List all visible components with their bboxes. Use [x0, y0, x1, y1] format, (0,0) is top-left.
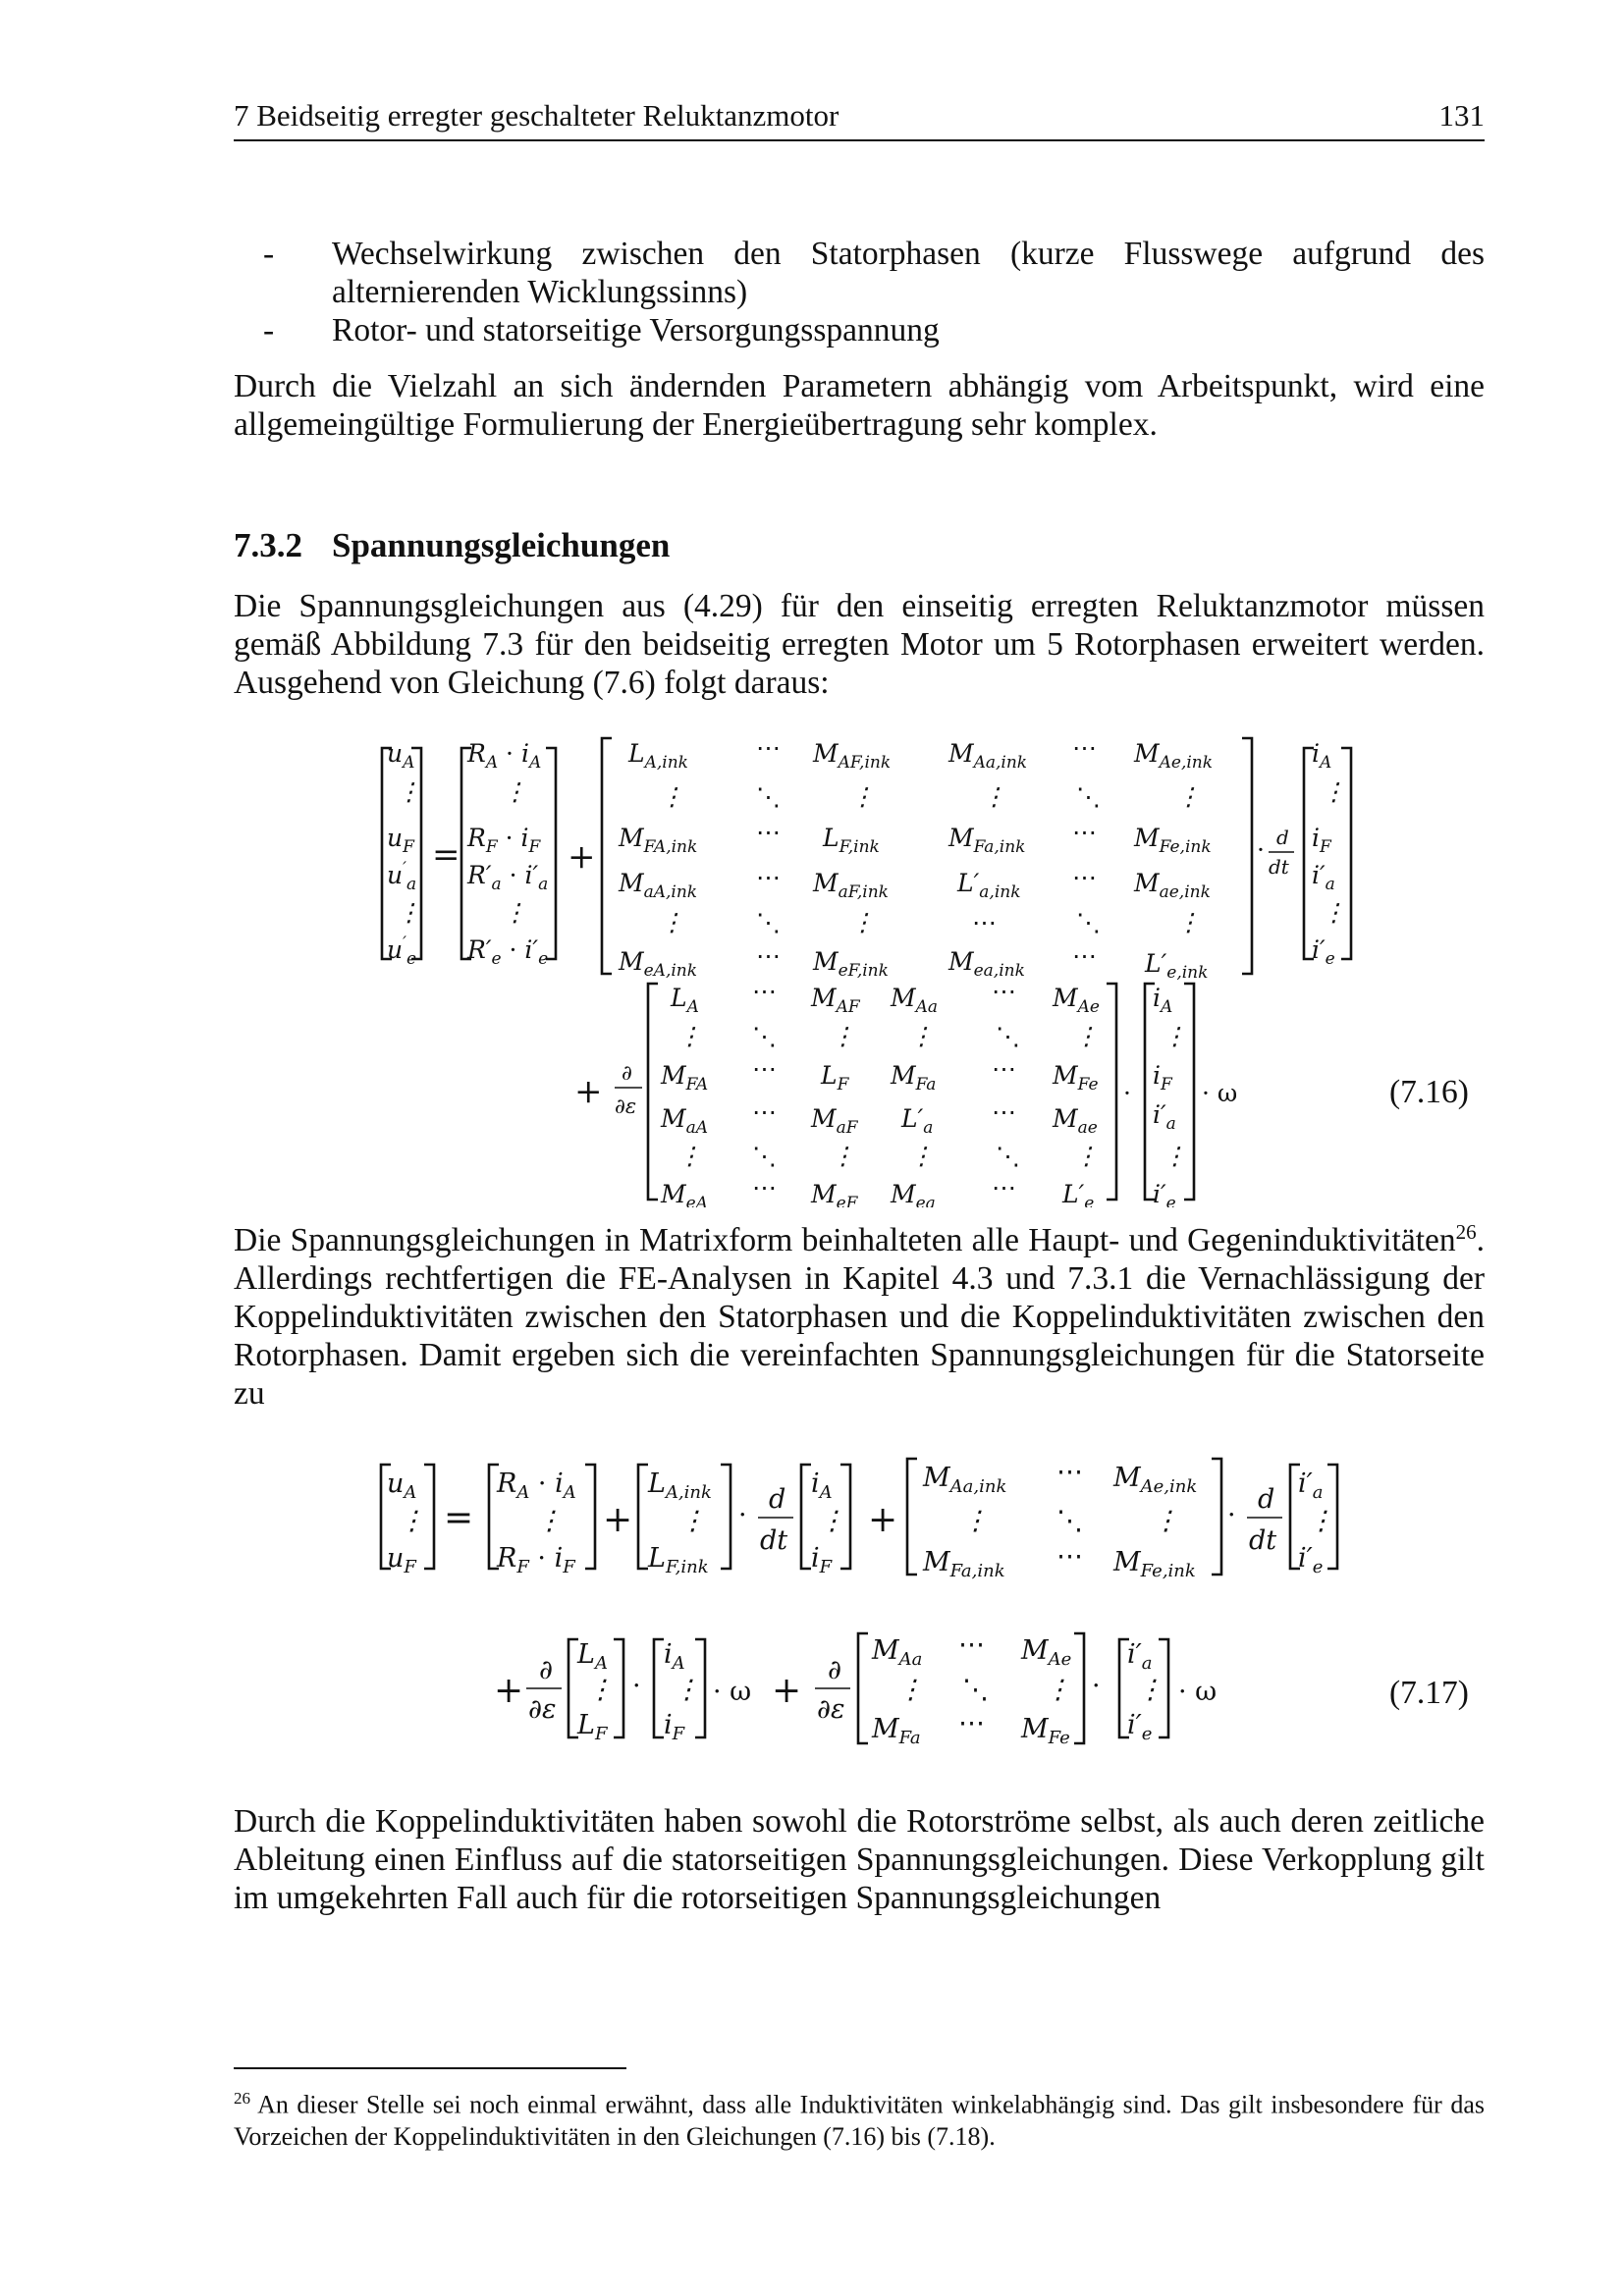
svg-text:i′e: $i'_e$ [1298, 1543, 1324, 1577]
svg-text:⋯: ⋯ [972, 908, 997, 936]
svg-text:MAe,ink: $M_{Ae,ink}$ [1134, 739, 1214, 773]
svg-text:⋮: ⋮ [1074, 1022, 1099, 1050]
svg-text:i′e: $i'_e$ [1153, 1180, 1176, 1207]
page-number: 131 [1438, 98, 1485, 133]
svg-text:⋮: ⋮ [536, 1506, 563, 1536]
svg-text:iA: $i_A$ [664, 1639, 685, 1674]
svg-text:MAe,ink: $M_{Ae,ink}$ [1113, 1463, 1198, 1497]
svg-text:MAa: $M_{Aa}$ [891, 984, 939, 1017]
svg-text:⋮: ⋮ [909, 1142, 934, 1170]
svg-text:⋮: ⋮ [909, 1022, 934, 1050]
svg-text:∂: ∂ [622, 1061, 632, 1085]
svg-text:·: · [1092, 1671, 1101, 1701]
svg-text:⋮: ⋮ [850, 782, 875, 811]
svg-text:MeA,ink: $M_{eA,ink}$ [619, 947, 698, 981]
svg-text:uF: $u_F$ [387, 1543, 416, 1577]
svg-text:∂ε: ∂ε [528, 1694, 557, 1725]
svg-text:MFe,ink: $M_{Fe,ink}$ [1113, 1547, 1196, 1581]
svg-text:⋮: ⋮ [1137, 1675, 1164, 1705]
svg-text:⋮: ⋮ [1163, 1022, 1187, 1050]
svg-text:L′e,ink: $L'_{e,ink}$ [1145, 949, 1209, 983]
svg-text:⋮: ⋮ [587, 1675, 614, 1705]
svg-text:Mea,ink: $M_{ea,ink}$ [948, 947, 1025, 981]
footnote-26 [234, 2083, 1485, 2153]
svg-text:⋮: ⋮ [677, 1142, 702, 1170]
svg-text:uF: $u_F$ [387, 824, 414, 857]
svg-text:d: d [1258, 1484, 1275, 1515]
svg-text:L′e: $L'_e$ [1062, 1180, 1095, 1207]
svg-text:∂ε: ∂ε [615, 1095, 637, 1118]
svg-text:RF · iF: $R_F \cdot i_F$ [497, 1543, 575, 1577]
svg-text:MFe: $M_{Fe}$ [1021, 1714, 1070, 1748]
svg-text:Mae,ink: $M_{ae,ink}$ [1134, 869, 1211, 902]
svg-text:⋮: ⋮ [897, 1675, 924, 1705]
svg-text:⋯: ⋯ [756, 733, 781, 762]
svg-text:i′a: $i'_a$ [1312, 861, 1335, 894]
svg-text:MaA,ink: $M_{aA,ink}$ [619, 869, 698, 902]
svg-text:⋮: ⋮ [1308, 1506, 1334, 1536]
svg-text:iF: $i_F$ [811, 1543, 833, 1577]
svg-text:⋯: ⋯ [1072, 818, 1097, 846]
svg-text:⋮: ⋮ [503, 777, 527, 806]
svg-text:⋮: ⋮ [660, 782, 684, 811]
section-number: 7.3.2 [234, 526, 302, 564]
svg-text:MAa,ink: $M_{Aa,ink}$ [948, 739, 1028, 773]
footnote-rule [234, 2067, 626, 2069]
svg-text:⋮: ⋮ [831, 1142, 855, 1170]
paragraph-intro-equations: Die Spannungsgleichungen aus (4.29) für den einseitig erregten Reluktanzmotor müssen gemäß Abbildung 7.3 für den beidseitig erregten Motor um 5 Rotorphasen erweitert werden. Ausgehend von Gleichung (7.6) folgt daraus: [234, 588, 1485, 701]
svg-text:dt: dt [760, 1525, 788, 1556]
svg-text:LF: $L_F$ [821, 1061, 849, 1095]
section-title: Spannungsgleichungen [332, 526, 671, 564]
svg-text:u′e: $u'_e$ [387, 934, 417, 969]
svg-text:=: = [432, 835, 460, 875]
svg-text:MFa: $M_{Fa}$ [872, 1714, 921, 1748]
svg-text:Mea: $M_{ea}$ [891, 1180, 936, 1207]
svg-text:MAF,ink: $M_{AF,ink}$ [813, 739, 892, 773]
svg-text:⋯: ⋯ [992, 1173, 1016, 1201]
svg-text:R′e · i′e: $R'_e \cdot i'_e$ [467, 935, 549, 969]
svg-text:i′e: $i'_e$ [1312, 935, 1335, 969]
svg-text:⋯: ⋯ [1072, 733, 1097, 762]
svg-text:⋱: ⋱ [752, 1142, 777, 1170]
svg-text:⋱: ⋱ [1076, 908, 1101, 936]
svg-text:MFA,ink: $M_{FA,ink}$ [619, 824, 698, 857]
svg-text:⋮: ⋮ [397, 898, 421, 927]
svg-text:iA: $i_A$ [1312, 739, 1332, 773]
svg-text:RA · iA: $R_A \cdot i_A$ [467, 739, 542, 773]
svg-text:LF: $L_F$ [577, 1710, 608, 1744]
svg-text:MAa: $M_{Aa}$ [872, 1635, 923, 1670]
bullet-2-text: Rotor- und statorseitige Versorgungsspannung [332, 312, 940, 348]
svg-text:⋮: ⋮ [962, 1506, 989, 1536]
svg-text:uA: $u_A$ [387, 1468, 417, 1503]
svg-text:+: + [772, 1671, 802, 1711]
svg-text:⋮: ⋮ [674, 1675, 700, 1705]
svg-text:·: · [1257, 835, 1265, 864]
svg-text:LA: $L_A$ [577, 1639, 608, 1674]
equation-7-16 [0, 726, 1624, 1207]
svg-text:⋮: ⋮ [982, 782, 1006, 811]
svg-text:⋯: ⋯ [752, 977, 777, 1005]
svg-text:· ω: · ω [1202, 1079, 1238, 1107]
svg-text:⋯: ⋯ [992, 1097, 1016, 1126]
svg-text:⋯: ⋯ [992, 977, 1016, 1005]
svg-text:+: + [568, 837, 596, 877]
svg-text:i′a: $i'_a$ [1153, 1100, 1176, 1134]
footnote-ref-26: 26 [1455, 1220, 1477, 1244]
svg-text:⋱: ⋱ [962, 1675, 989, 1705]
paragraph-coupling: Durch die Koppelinduktivitäten haben sowohl die Rotorströme selbst, als auch deren zeitliche Ableitung einen Einfluss auf die statorseitigen Spannungsgleichungen. Diese Verkopplung gilt im umgekehrten Fall auch für die rotorseitigen Spannungsgleichungen [234, 1803, 1485, 1916]
svg-text:⋮: ⋮ [1322, 777, 1346, 806]
svg-text:MeA: $M_{eA}$ [661, 1180, 708, 1207]
equation-7-17-label: (7.17) [1389, 1675, 1469, 1711]
svg-text:MFa,ink: $M_{Fa,ink}$ [923, 1547, 1005, 1581]
svg-text:⋮: ⋮ [397, 777, 421, 806]
svg-text:MaF,ink: $M_{aF,ink}$ [813, 869, 889, 902]
svg-text:i′a: $i'_a$ [1298, 1468, 1324, 1503]
paragraph-matrix-text-1: Die Spannungsgleichungen in Matrixform beinhalteten alle Haupt- und Gegeninduktivitäten [234, 1222, 1456, 1259]
svg-text:MFa: $M_{Fa}$ [891, 1061, 937, 1095]
svg-text:MFe,ink: $M_{Fe,ink}$ [1134, 824, 1212, 857]
svg-text:+: + [603, 1500, 633, 1540]
bullet-dash-2: - [263, 312, 275, 348]
svg-text:LF,ink: $L_{F,ink}$ [648, 1543, 709, 1577]
svg-text:⋱: ⋱ [996, 1142, 1020, 1170]
svg-text:MaF: $M_{aF}$ [811, 1104, 858, 1138]
svg-text:⋱: ⋱ [1076, 782, 1101, 811]
svg-text:⋯: ⋯ [1056, 1541, 1083, 1572]
svg-text:MFa,ink: $M_{Fa,ink}$ [948, 824, 1026, 857]
svg-text:RA · iA: $R_A \cdot i_A$ [497, 1468, 576, 1503]
svg-text:∂: ∂ [539, 1655, 553, 1685]
svg-text:LF,ink: $L_{F,ink}$ [823, 824, 880, 857]
svg-text:⋯: ⋯ [1056, 1457, 1083, 1487]
svg-text:· ω: · ω [713, 1677, 752, 1707]
svg-text:RF · iF: $R_F \cdot i_F$ [467, 824, 541, 857]
svg-text:i′a: $i'_a$ [1127, 1639, 1153, 1674]
svg-text:LA: $L_A$ [671, 984, 699, 1017]
svg-text:∂: ∂ [828, 1655, 841, 1685]
svg-text:MeF: $M_{eF}$ [811, 1180, 858, 1207]
svg-text:⋯: ⋯ [752, 1173, 777, 1201]
svg-text:⋮: ⋮ [660, 908, 684, 936]
svg-text:⋯: ⋯ [756, 818, 781, 846]
svg-text:u′a: $u'_a$ [387, 859, 417, 894]
svg-text:iF: $i_F$ [664, 1710, 685, 1744]
svg-text:MaA: $M_{aA}$ [661, 1104, 709, 1138]
section-heading [234, 526, 670, 565]
svg-text:d: d [769, 1484, 786, 1515]
svg-text:MAa,ink: $M_{Aa,ink}$ [923, 1463, 1007, 1497]
svg-text:dt: dt [1249, 1525, 1277, 1556]
svg-text:LA,ink: $L_{A,ink}$ [648, 1468, 712, 1503]
svg-text:MAF: $M_{AF}$ [811, 984, 860, 1017]
bullet-1-line-2: alternierenden Wicklungssinns) [332, 274, 748, 310]
svg-text:⋱: ⋱ [996, 1022, 1020, 1050]
svg-text:⋯: ⋯ [992, 1054, 1016, 1083]
svg-text:+: + [494, 1671, 524, 1711]
svg-text:⋮: ⋮ [399, 1506, 425, 1536]
svg-text:⋮: ⋮ [503, 898, 527, 927]
svg-text:L′a,ink: $L'_{a,ink}$ [957, 869, 1021, 902]
svg-text:+: + [868, 1500, 898, 1540]
svg-text:·: · [632, 1671, 641, 1701]
footnote-mark: 26 [234, 2089, 250, 2108]
running-header-title: 7 Beidseitig erregter geschalteter Reluktanzmotor [234, 98, 839, 133]
svg-text:MFe: $M_{Fe}$ [1053, 1061, 1099, 1095]
svg-text:L′a: $L'_a$ [901, 1104, 934, 1138]
header-rule [234, 139, 1485, 141]
svg-text:⋯: ⋯ [958, 1629, 985, 1660]
svg-text:+: + [574, 1072, 603, 1111]
bullet-1-line-1: Wechselwirkung zwischen den Statorphasen (kurze Flusswege aufgrund des [332, 236, 1485, 272]
svg-text:MAe: $M_{Ae}$ [1053, 984, 1100, 1017]
svg-text:·: · [1123, 1079, 1131, 1107]
svg-text:⋮: ⋮ [1045, 1675, 1071, 1705]
svg-text:⋮: ⋮ [1153, 1506, 1179, 1536]
svg-text:⋯: ⋯ [756, 941, 781, 970]
svg-text:uA: $u_A$ [387, 739, 415, 773]
svg-text:Mae: $M_{ae}$ [1053, 1104, 1098, 1138]
svg-text:·: · [738, 1500, 747, 1530]
svg-text:⋮: ⋮ [850, 908, 875, 936]
equation-7-16-label: (7.16) [1389, 1074, 1469, 1110]
svg-text:iF: $i_F$ [1153, 1061, 1172, 1095]
svg-text:⋯: ⋯ [1072, 863, 1097, 891]
svg-text:⋮: ⋮ [1176, 908, 1201, 936]
svg-text:i′e: $i'_e$ [1127, 1710, 1153, 1744]
svg-text:⋮: ⋮ [1322, 898, 1346, 927]
svg-text:⋮: ⋮ [677, 1022, 702, 1050]
footnote-text: An dieser Stelle sei noch einmal erwähnt, dass alle Induktivitäten winkelabhängig sind. Das gilt insbesondere für das Vorzeichen der Koppelinduktivitäten in den Gleichungen (7.16) bis (7.18). [234, 2090, 1485, 2151]
svg-text:iF: $i_F$ [1312, 824, 1331, 857]
svg-text:MFA: $M_{FA}$ [661, 1061, 709, 1095]
svg-text:⋮: ⋮ [831, 1022, 855, 1050]
svg-text:d: d [1276, 826, 1289, 849]
equation-7-17 [0, 1443, 1624, 1777]
svg-text:⋮: ⋮ [819, 1506, 845, 1536]
svg-text:⋱: ⋱ [752, 1022, 777, 1050]
svg-text:MeF,ink: $M_{eF,ink}$ [813, 947, 889, 981]
svg-text:⋯: ⋯ [752, 1097, 777, 1126]
svg-text:·: · [1227, 1500, 1236, 1530]
svg-text:R′a · i′a: $R'_a \cdot i'_a$ [467, 861, 549, 894]
svg-text:iA: $i_A$ [1153, 984, 1173, 1017]
svg-text:· ω: · ω [1178, 1677, 1218, 1707]
svg-text:⋱: ⋱ [1056, 1506, 1083, 1536]
svg-text:MAe: $M_{Ae}$ [1021, 1635, 1072, 1670]
svg-text:LA,ink: $L_{A,ink}$ [628, 739, 688, 773]
svg-text:⋯: ⋯ [752, 1054, 777, 1083]
paragraph-complexity: Durch die Vielzahl an sich ändernden Parametern abhängig vom Arbeitspunkt, wird eine allgemeingültige Formulierung der Energieübertragung sehr komplex. [234, 368, 1485, 443]
svg-text:∂ε: ∂ε [817, 1694, 845, 1725]
svg-text:⋮: ⋮ [1176, 782, 1201, 811]
svg-text:=: = [444, 1498, 474, 1538]
svg-text:⋯: ⋯ [958, 1708, 985, 1738]
svg-text:dt: dt [1269, 855, 1289, 879]
svg-text:⋮: ⋮ [1163, 1142, 1187, 1170]
paragraph-matrix-explanation [234, 1213, 1485, 1413]
svg-text:⋮: ⋮ [679, 1506, 706, 1536]
svg-text:⋮: ⋮ [1074, 1142, 1099, 1170]
bullet-dash-1: - [263, 236, 275, 272]
svg-text:⋱: ⋱ [756, 908, 781, 936]
svg-text:⋱: ⋱ [756, 782, 781, 811]
svg-text:⋯: ⋯ [756, 863, 781, 891]
svg-text:iA: $i_A$ [811, 1468, 833, 1503]
svg-text:⋯: ⋯ [1072, 941, 1097, 970]
paragraph-matrix-text-2: . Allerdings rechtfertigen die FE-Analysen in Kapitel 4.3 und 7.3.1 die Vernachlässigung der Koppelinduktivitäten zwischen den Statorphasen und die Koppelinduktivitäten zwischen den Rotorphasen. Damit ergeben sich die vereinfachten Spannungsgleichungen für die Statorseite zu [234, 1222, 1485, 1413]
